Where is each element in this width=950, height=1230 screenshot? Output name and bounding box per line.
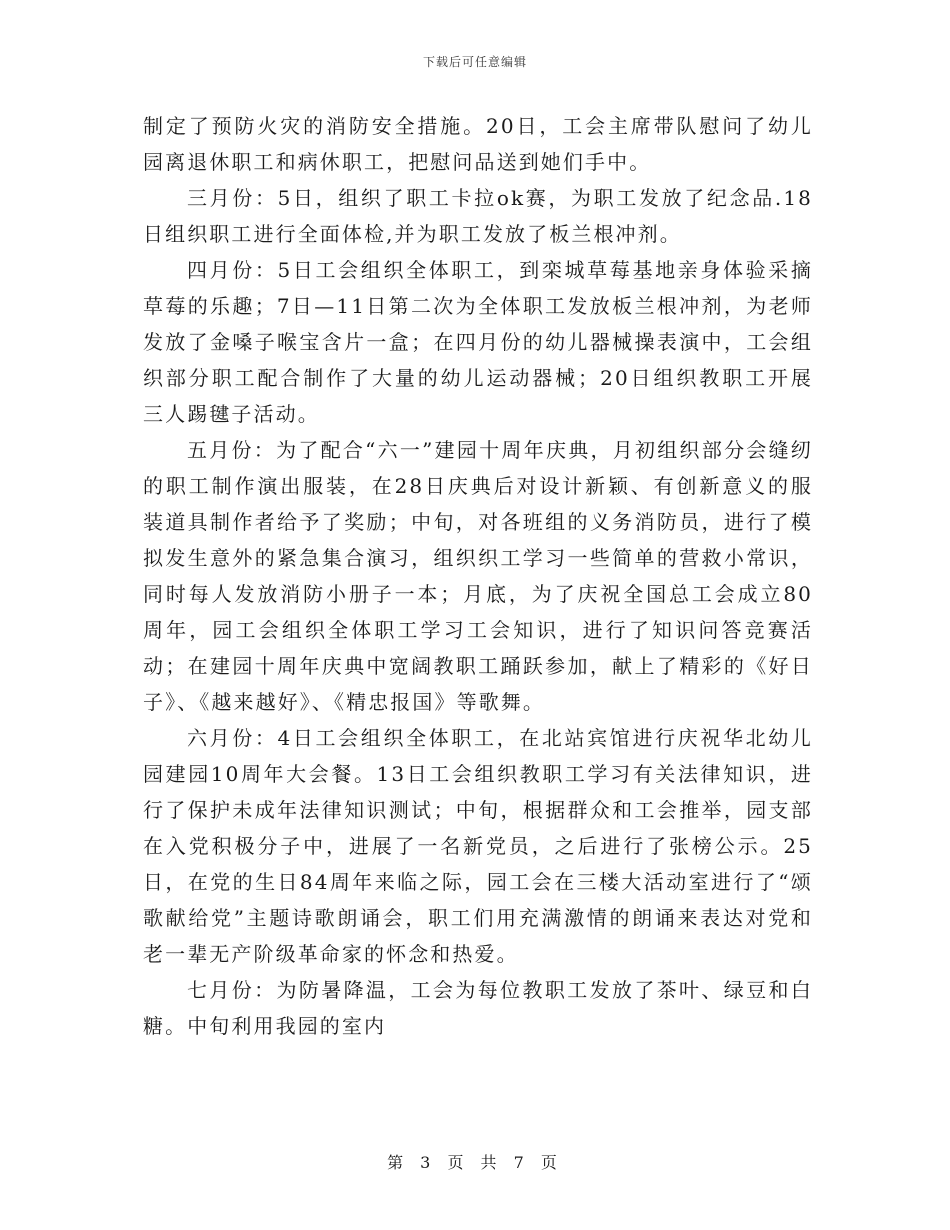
paragraph-april: 四月份：5日工会组织全体职工，到栾城草莓基地亲身体验采摘草莓的乐趣；7日—11日第二次为全体职工发放板兰根冲剂，为老师发放了金嗓子喉宝含片一盒；在四月份的幼儿器械操表演中，工会组织部分职工配合制作了大量的幼儿运动器械；20日组织教职工开展三人踢毽子活动。 [143, 258, 813, 426]
paragraph-march: 三月份：5日，组织了职工卡拉ok赛，为职工发放了纪念品.18日组织职工进行全面体检,并为职工发放了板兰根冲剂。 [143, 186, 813, 246]
paragraph-july: 七月份：为防暑降温，工会为每位教职工发放了茶叶、绿豆和白糖。中旬利用我园的室内 [143, 978, 813, 1038]
document-body [143, 108, 813, 1044]
page-number-footer: 第 3 页 共 7 页 [387, 1153, 563, 1172]
paragraph-continuation: 制定了预防火灾的消防安全措施。20日，工会主席带队慰问了幼儿园离退休职工和病休职工，把慰问品送到她们手中。 [143, 114, 813, 174]
page-header: 下载后可任意编辑 [422, 55, 527, 69]
paragraph-may: 五月份：为了配合“六一”建园十周年庆典，月初组织部分会缝纫的职工制作演出服装，在28日庆典后对设计新颖、有创新意义的服装道具制作者给予了奖励；中旬，对各班组的义务消防员，进行了模拟发生意外的紧急集合演习，组织织工学习一些简单的营救小常识，同时每人发放消防小册子一本；月底，为了庆祝全国总工会成立80周年，园工会组织全体职工学习工会知识，进行了知识问答竞赛活动；在建园十周年庆典中宽阔教职工踊跃参加，献上了精彩的《好日子》、《越来越好》、《精忠报国》等歌舞。 [143, 438, 813, 714]
paragraph-june: 六月份：4日工会组织全体职工，在北站宾馆进行庆祝华北幼儿园建园10周年大会餐。13日工会组织教职工学习有关法律知识，进行了保护未成年法律知识测试；中旬，根据群众和工会推举，园支部在入党积极分子中，进展了一名新党员，之后进行了张榜公示。25 日，在党的生日84周年来临之际，园工会在三楼大活动室进行了“颂歌献给党”主题诗歌朗诵会，职工们用充满激情的朗诵来表达对党和老一辈无产阶级革命家的怀念和热爱。 [143, 726, 813, 966]
